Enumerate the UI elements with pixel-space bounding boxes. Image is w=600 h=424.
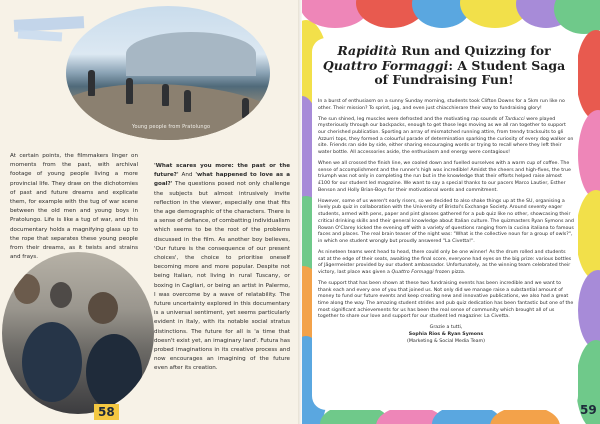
sign-role: (Marketing & Social Media Team)	[406, 338, 486, 344]
text-run: As nineteen teams went head to head, there could only be one winner! As the drum rolled and students sat at the edge of their seats, awaiting the final score, everyone had eyes on the big prize: various bottles of Jägermeister provided by our student ambassador. Unfortunately, as the winning team celebrated their victory, last place was given a	[318, 249, 572, 275]
signature-block	[318, 325, 574, 345]
photo-caption: Young people from Pratolungo	[132, 124, 211, 130]
decor-blob-green	[554, 0, 600, 34]
text-run-italic: Quattro Formaggi	[391, 269, 434, 275]
title-part: : A Student Saga of Fundraising Fun!	[374, 57, 566, 87]
photo-crowd	[50, 282, 72, 308]
column-2-body: The questions posed not only challenge the subjects but almost intrusively invite reflection in the viewer, especially one that fits the age demographic of the characters. There is a sense of defiance, of combatting individualism which seems to be the root of the problems discussed in the film. As another boy believes, 'Our future is the consequence of our present choices', the choice to prioritise oneself becoming more and more popular. Despite not being Italian, not living in rural Tuscany, or boxing in Cagliari, or being an artist in Palermo, I was overcome by a wave of relatability. The future uncertainty explored in this documentary is a universal sentiment, yet seems particularly evident in Italy, with its notable social stratus distinctions. The future for all is 'a time that doesn't exist yet, an imaginary land'. Futura has probed imaginations in its creative process and now encourages an imagining of the future even after its creation.	[154, 181, 290, 372]
title-italic-2: Quattro Formaggi	[322, 57, 449, 73]
question-2: 'what happened to love as a goal?'	[154, 172, 290, 188]
text-run: were played mysteriously through our backpacks, enough to get those legs moving as we all ran together to support our cherished publication. Sporting an array of mismatched running attire, from trendy tracksuits to gli Azzurri tops, they formed a colourful parade of determination sparking the curiosity of every dog walker on site. Friends ran side by side, either sharing encouraging words or trying to recall where they left their water bottle. All accessories aside, the enthusiasm and energy were contagious!	[318, 116, 574, 156]
article-title	[314, 44, 574, 88]
paragraph-3: When we all crossed the finish line, we cooled down and fuelled ourselves with a warm cup of coffee. The sense of accomplishment and the runner's high was incredible! Amidst the cheers and high-fives, the true triumph was not only in completing the run but in the knowledge that their efforts helped raise almost £100 for our student led magazine. We want to say a special thanks to our pacers Marco Lautier, Esther Benson and Holly Brian-Boys for their motivational words and commitment.	[318, 161, 571, 193]
photo-person	[88, 70, 95, 96]
coast-photo	[66, 6, 270, 140]
article-column-1: At certain points, the filmmakers linger on moments from the past, with archival footage of young people living a more provincial life. They draw on the dichotomies of past and future dreams and explicate them, for example with the tug of war scene between the old men and young boys in Pratolungo. Life is like a tug of war, and this documentary holds a magnifying glass up to the rope that separates these young people from their dreams, as it twists and strains and frays.	[10, 153, 138, 261]
sign-names: Sophia Rios & Ryan Symons	[408, 331, 484, 337]
photo-person	[242, 98, 249, 118]
article-column-2	[154, 162, 290, 374]
decor-blob-yellow	[576, 190, 600, 280]
photo-crowd	[22, 322, 82, 402]
page-gutter	[298, 0, 302, 424]
tape-strip	[18, 29, 63, 41]
decor-blob-pink	[578, 110, 600, 200]
text-run: The sun shined, leg muscles were defrosted and the motivating rap sounds of	[318, 116, 505, 122]
photo-hill	[126, 32, 256, 76]
title-part: Run and Quizzing for	[396, 43, 551, 58]
text-run-italic: Tarducci	[504, 116, 525, 122]
paragraph-2	[318, 117, 574, 157]
crowd-photo	[2, 252, 154, 414]
photo-crowd	[14, 274, 40, 304]
title-italic-1: Rapidità	[337, 43, 397, 58]
paragraph-5	[318, 250, 574, 277]
photo-crowd	[86, 334, 142, 410]
photo-crowd	[88, 292, 118, 324]
paragraph-6: The support that has been shown at these two fundraising events has been incredible and we want to thank each and every one of you that joined us. Not only did we manage raise a substantial amount of money to fund our future events and keep creating new and innovative publications, we also had a great time along the way. The amazing student strides and pub quiz dedication has been fantastic but one of the most significant achievements for us has been the real sense of community which brought all of us together to share our love and support for our student led magazine: La Civetta.	[318, 280, 574, 320]
article-body	[318, 99, 574, 345]
paragraph-4: However, some of us weren't early risers, so we decided to also shake things up at the SU, organising a lively pub quiz in collaboration with the University of Bristol's Exchange Society. Around seventy eager students, armed with pens, paper and pint glasses gathered for a pub quiz like no other, showcasing their critical drinking skills and their general knowledge about Italian culture. The quizmasters Ryan Symons and Rowan O'Clarey kicked the evening off with a variety of questions ranging from la cucina italiana to famous faces and places. The real brain teaser of the night was: "What is the collective noun for a group of owls?", in which one student wrongly but proudly answered "La Civetta!".	[318, 198, 574, 244]
conjunction: And	[178, 172, 196, 179]
photo-person	[126, 78, 133, 104]
sign-thanks: Grazie a tutti,	[429, 325, 463, 331]
photo-person	[184, 90, 191, 112]
paragraph-1: In a burst of enthusiasm on a sunny Sunday morning, students took Clifton Downs for a 5km run like no other. Their mission? To sprint, jog, and even just chiacchierare their way to fundraising glory!	[318, 99, 565, 111]
page-number-left: 58	[94, 404, 119, 420]
decor-blob-purple	[578, 270, 600, 350]
photo-person	[162, 84, 169, 106]
text-run: frozen pizza.	[433, 269, 466, 275]
decor-blob-red	[576, 30, 600, 120]
question-1: 'What scares you more: the past or the future?'	[154, 163, 290, 179]
page-number-right: 59	[580, 403, 597, 417]
